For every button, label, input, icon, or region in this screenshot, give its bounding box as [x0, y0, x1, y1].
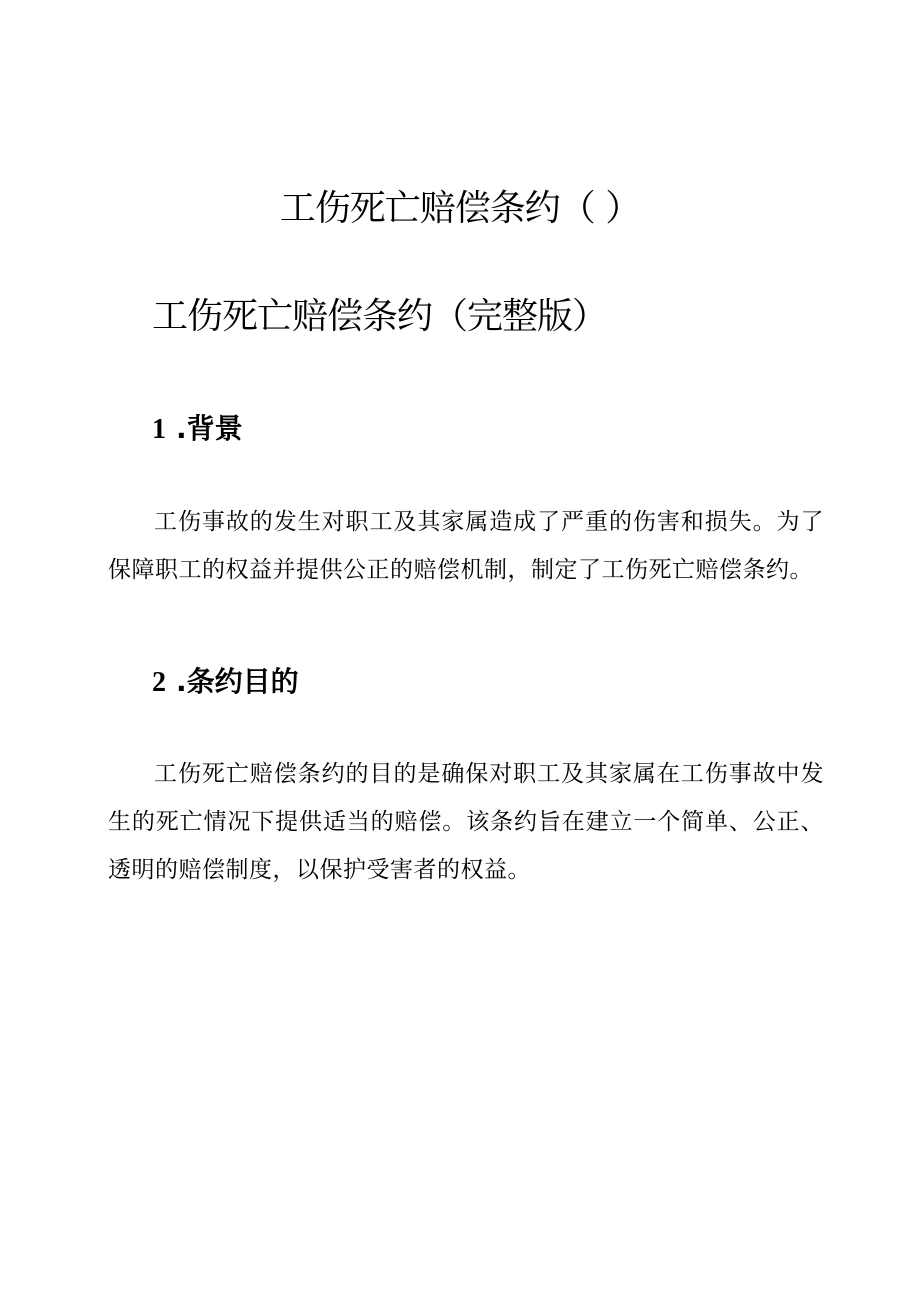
section-paragraph-2: 工伤死亡赔偿条约的目的是确保对职工及其家属在工伤事故中发生的死亡情况下提供适当的赔偿。该条约旨在建立一个简单、公正、透明的赔偿制度，以保护受害者的权益。: [108, 761, 824, 883]
section-paragraph-1: 工伤事故的发生对职工及其家属造成了严重的伤害和损失。为了保障职工的权益并提供公正的赔偿机制，制定了工伤死亡赔偿条约。: [108, 509, 824, 583]
section-heading-2: [152, 660, 299, 700]
section-title: .背景: [176, 412, 243, 445]
document-title: 工伤死亡赔偿条约（ ）: [279, 188, 641, 229]
document-subtitle: 工伤死亡赔偿条约（完整版）: [152, 296, 608, 337]
section-heading-1: [152, 407, 243, 447]
section-number: 1: [152, 414, 166, 445]
section-number: 2: [152, 667, 166, 698]
section-title: .条约目的: [176, 665, 299, 698]
